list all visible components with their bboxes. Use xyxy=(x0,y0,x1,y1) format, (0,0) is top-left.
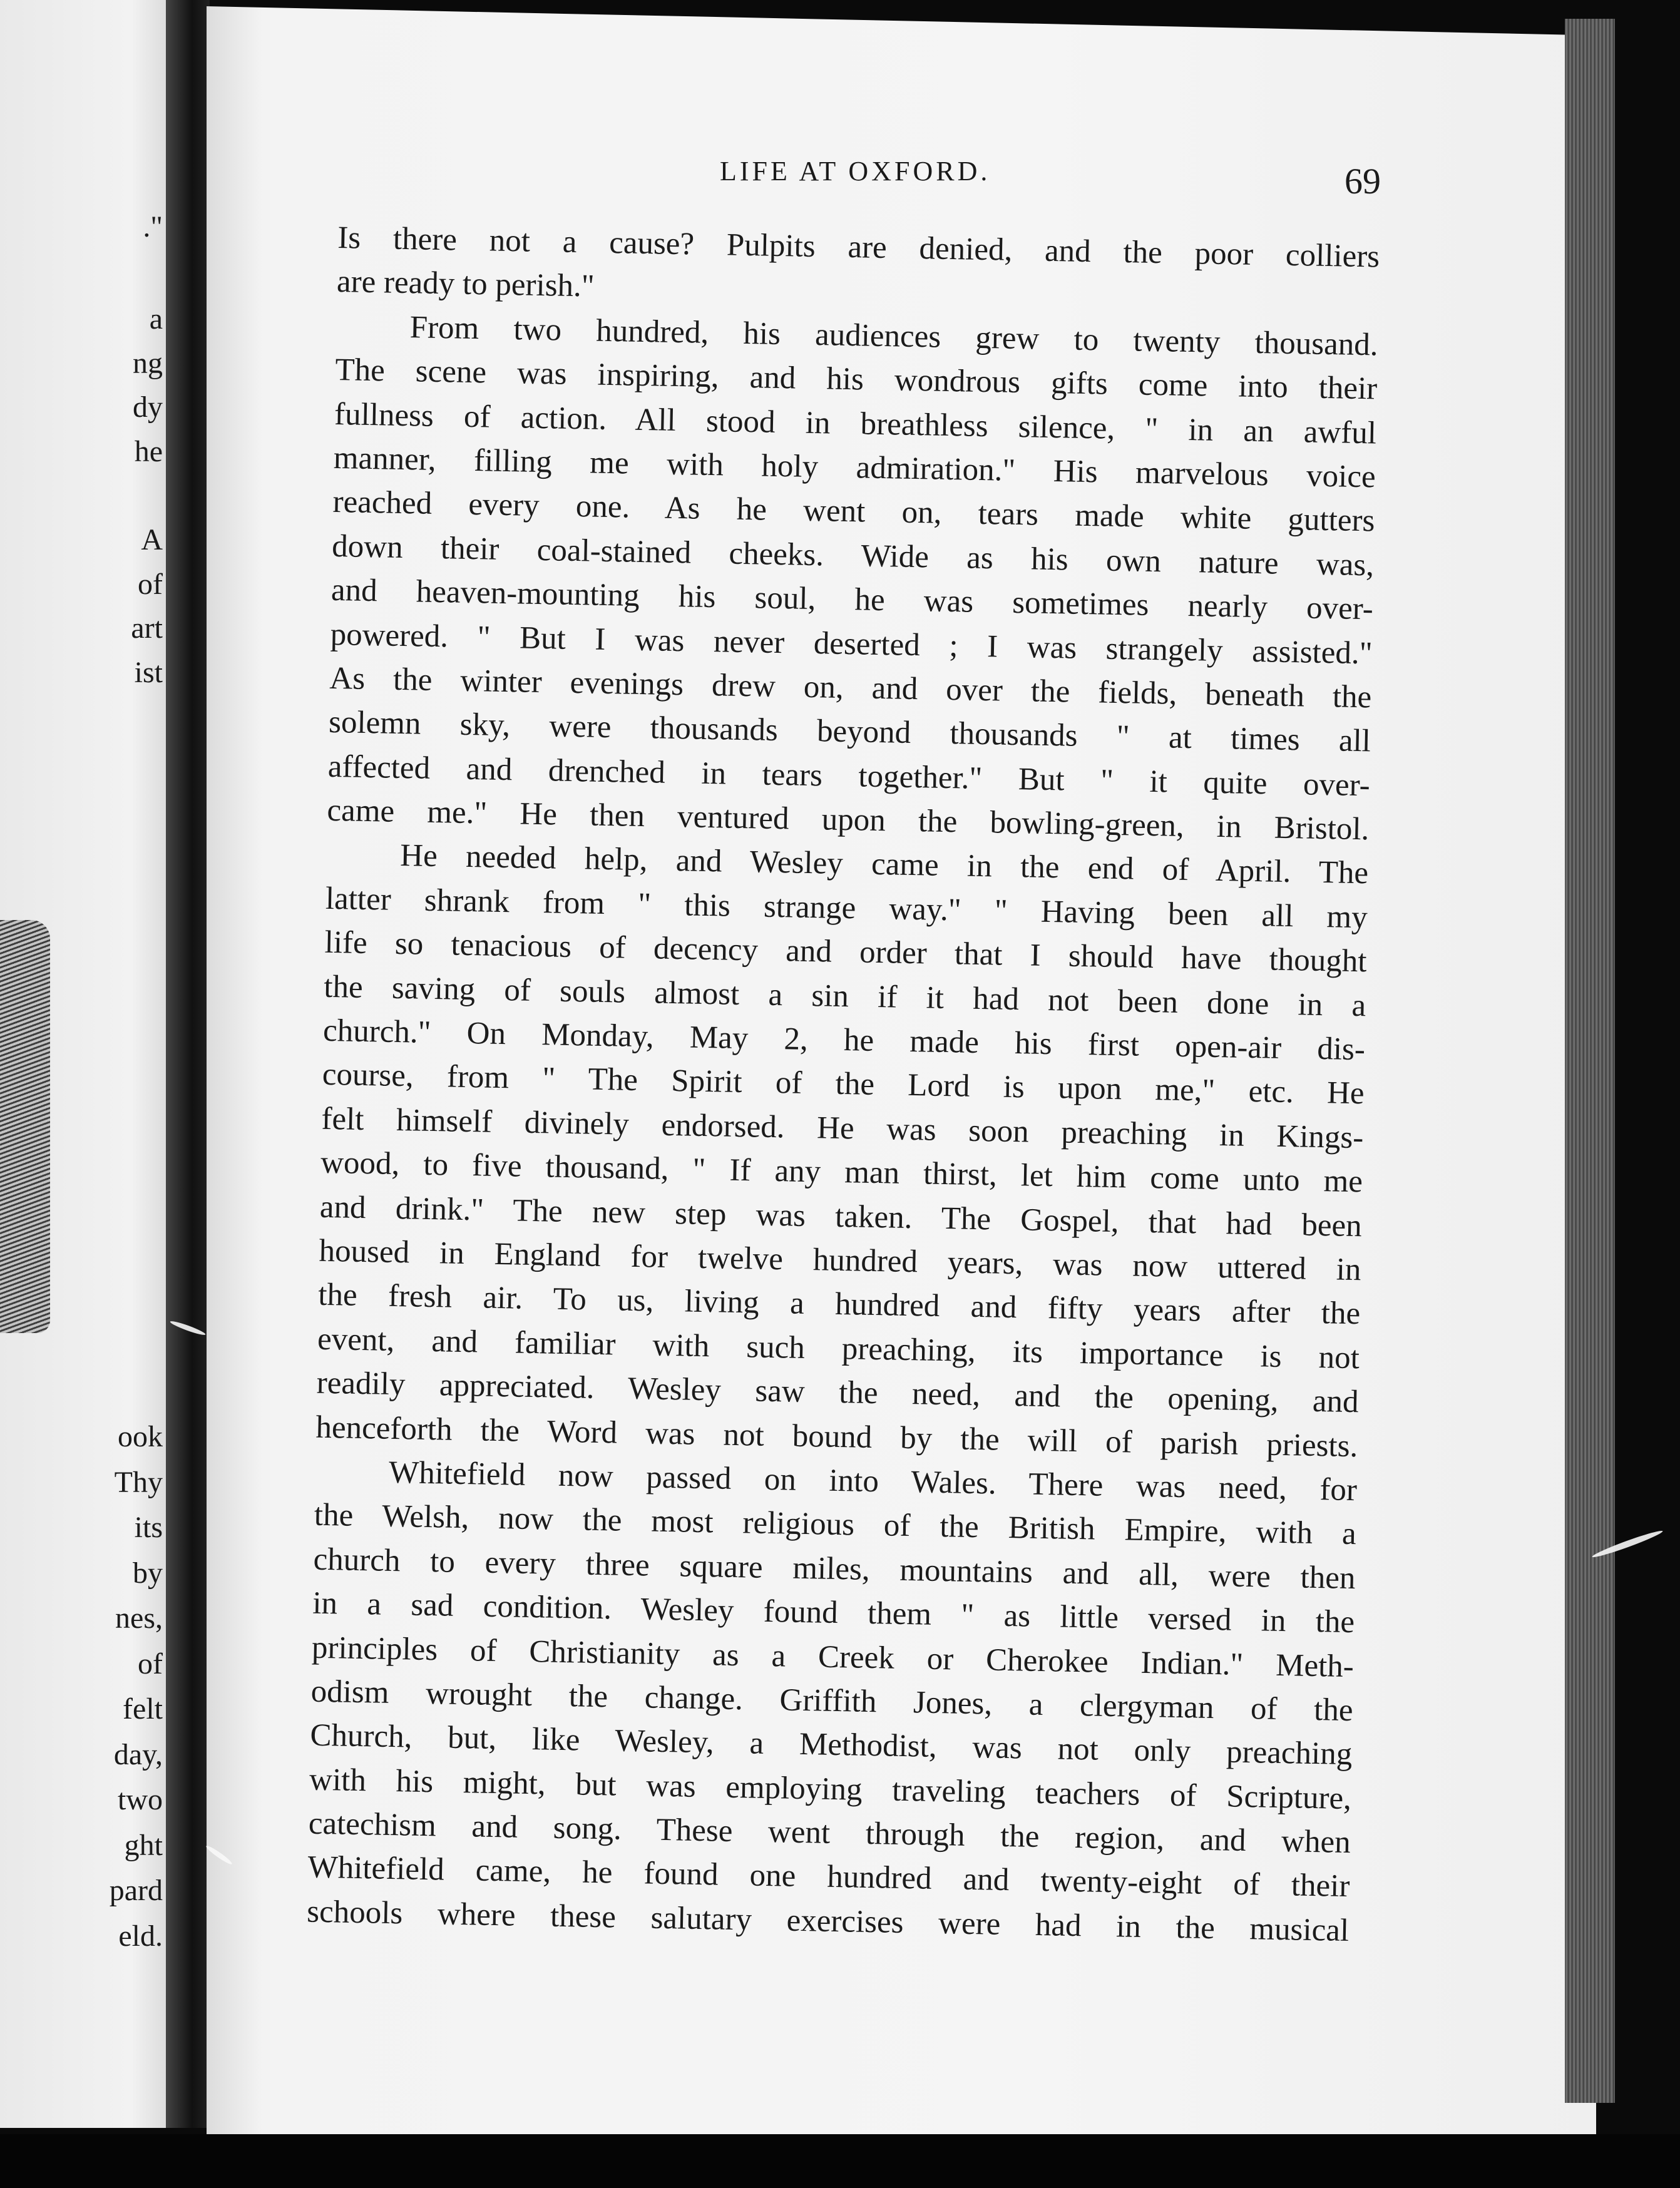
text-line: felt himself divinely endorsed. He was soon preaching in Kings- xyxy=(321,1101,1364,1156)
page-edges xyxy=(1565,19,1615,2103)
facing-page-text: felt xyxy=(123,1692,163,1725)
text-line: catechism and song. These went through the region, and when xyxy=(308,1806,1351,1861)
text-line: Whitefield came, he found one hundred and twenty-eight of their xyxy=(307,1850,1350,1904)
facing-page-text: eld. xyxy=(118,1920,163,1953)
facing-page-text: pard xyxy=(109,1874,163,1907)
text-line: henceforth the Word was not bound by the will of parish priests. xyxy=(315,1409,1358,1464)
text-line: schools where these salutary exercises were had in the musical xyxy=(306,1894,1350,1948)
facing-page-text: ook xyxy=(118,1420,163,1453)
facing-page-text: of xyxy=(138,568,163,601)
facing-page-text: its xyxy=(134,1511,163,1544)
facing-page-text: art xyxy=(131,611,163,645)
text-line: are ready to perish." xyxy=(336,264,595,304)
body-text xyxy=(307,216,1380,1953)
text-line: fullness of action. All stood in breathless silence, " in an awful xyxy=(334,396,1377,451)
text-line: event, and familiar with such preaching, its importance is not xyxy=(317,1321,1360,1376)
text-line: and heaven-mounting his soul, he was sometimes nearly over- xyxy=(330,573,1374,627)
facing-page-text: ist xyxy=(134,656,163,689)
scan-border xyxy=(0,2134,1680,2188)
text-line: principles of Christianity as a Creek or Cherokee Indian." Meth- xyxy=(311,1630,1355,1684)
facing-page-text: of xyxy=(138,1647,163,1680)
engraving-illustration xyxy=(0,920,50,1333)
text-line: housed in England for twelve hundred years, was now uttered in xyxy=(319,1233,1361,1288)
text-line: the Welsh, now the most religious of the British Empire, with a xyxy=(314,1497,1357,1552)
facing-page-text: A xyxy=(141,523,163,556)
facing-page-text: Thy xyxy=(114,1466,163,1499)
facing-page-text: ng xyxy=(133,347,163,380)
running-head: LIFE AT OXFORD. xyxy=(720,156,991,187)
text-line: church." On Monday, May 2, he made his first open-air dis- xyxy=(322,1013,1366,1068)
facing-page-text: he xyxy=(134,435,163,468)
text-line: and drink." The new step was taken. The Gospel, that had been xyxy=(319,1189,1363,1244)
text-line: reached every one. As he went on, tears made white gutters xyxy=(332,484,1375,539)
text-line: odism wrought the change. Griffith Jones, a clergyman of the xyxy=(310,1674,1354,1729)
text-line: the saving of souls almost a sin if it had not been done in a xyxy=(323,969,1366,1023)
text-line: in a sad condition. Wesley found them " as little versed in the xyxy=(312,1585,1355,1640)
text-line: life so tenacious of decency and order that I should have thought xyxy=(324,925,1367,979)
text-line: came me." He then ventured upon the bowling-green, in Bristol. xyxy=(327,792,1370,847)
page-number: 69 xyxy=(1345,161,1381,202)
text-line: Whitefield now passed on into Wales. There was need, for xyxy=(388,1454,1358,1508)
text-line: As the winter evenings drew on, and over the fields, beneath the xyxy=(329,660,1372,715)
text-line: solemn sky, were thousands beyond thousands " at times all xyxy=(328,705,1371,759)
text-line: From two hundred, his audiences grew to twenty thousand. xyxy=(409,309,1379,363)
text-line: powered. " But I was never deserted ; I was strangely assisted." xyxy=(330,616,1373,671)
binding-gutter xyxy=(166,0,210,2128)
text-line: wood, to five thousand, " If any man thirst, let him come unto me xyxy=(320,1145,1363,1200)
text-line: down their coal-stained cheeks. Wide as his own nature was, xyxy=(331,528,1375,583)
facing-page-text: by xyxy=(133,1557,163,1590)
text-line: Church, but, like Wesley, a Methodist, was not only preaching xyxy=(309,1717,1353,1772)
text-line: with his might, but was employing traveling teachers of Scripture, xyxy=(309,1762,1352,1816)
text-line: readily appreciated. Wesley saw the need, and the opening, and xyxy=(316,1365,1360,1420)
text-line: The scene was inspiring, and his wondrous gifts come into their xyxy=(334,352,1378,407)
facing-page-text: a xyxy=(149,302,163,335)
text-line: He needed help, and Wesley came in the end of April. The xyxy=(399,838,1369,891)
facing-page-text: day, xyxy=(113,1738,163,1771)
facing-page-text: dy xyxy=(133,391,163,424)
text-line: Is there not a cause? Pulpits are denied, and the poor colliers xyxy=(337,220,1380,275)
facing-page-text: nes, xyxy=(115,1602,163,1635)
text-line: latter shrank from " this strange way." " Having been all my xyxy=(325,881,1368,936)
text-line: affected and drenched in tears together." But " it quite over- xyxy=(327,749,1371,804)
facing-page-text: ." xyxy=(143,210,163,243)
facing-page-text: ght xyxy=(124,1829,163,1862)
text-line: church to every three square miles, mountains and all, were then xyxy=(313,1541,1356,1596)
text-line: manner, filling me with holy admiration." His marvelous voice xyxy=(333,440,1376,495)
facing-page xyxy=(0,0,188,2128)
text-line: course, from " The Spirit of the Lord is upon me," etc. He xyxy=(322,1057,1365,1112)
text-line: the fresh air. To us, living a hundred and fifty years after the xyxy=(317,1277,1361,1332)
facing-page-text: two xyxy=(118,1783,163,1816)
